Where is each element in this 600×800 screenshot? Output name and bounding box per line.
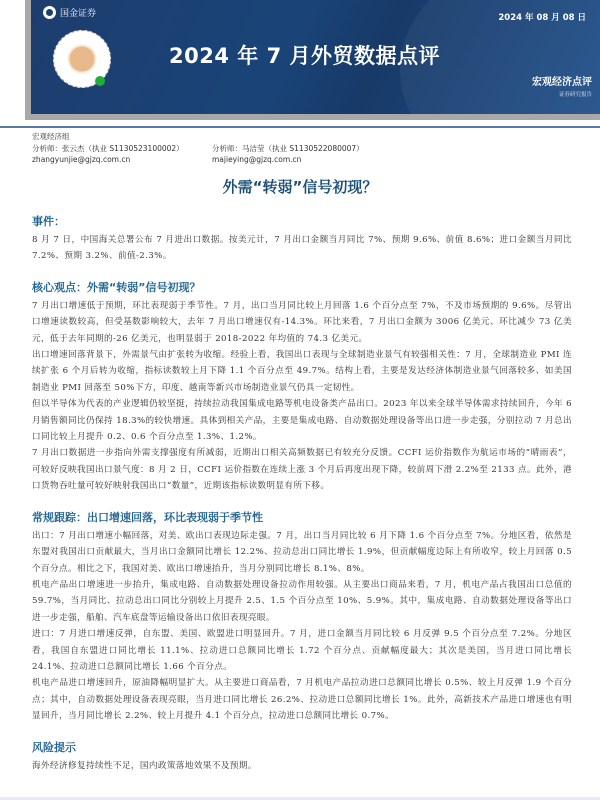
report-subtype: 证券研究报告 <box>558 92 592 98</box>
section-heading-risk: 风险提示 <box>32 740 76 754</box>
section-heading-core-view: 核心观点：外需“转弱”信号初现？ <box>32 280 201 294</box>
analyst-1-email[interactable]: zhangyunjie@gjzq.com.cn <box>32 155 131 164</box>
paragraph: 出口增速回落背景下，外需景气由扩张转为收缩。经验上看，我国出口表现与全球制造业景气有较强相关性：7 月，全球制造业 PMI 连续扩张 6 个月后转为收缩，指标读数较上月下降 1.1 个百分点至 49.7%。结构上看，主要是发达经济体制造业景气回落较多、如美国制造业 PMI 回落至 50%下方，印度、越南等新兴市场制造业景气仍具一定韧性。 <box>32 350 572 393</box>
report-type: 宏观经济点评 <box>532 77 592 88</box>
paragraph: 机电产品进口增速回升，原油降幅明显扩大。从主要进口商品看，7 月机电产品拉动进口总额同比增长 0.5%、较上月反弹 1.9 个百分点；其中，自动数据处理设备表现亮眼，当月进口同比增长 26.2%、拉动进口总额同比增长 1%。此外，高新技术产品进口增速也有明显回升，当月同比增长 2.2%、较上月提升 4.1 个百分点，拉动进口总额同比增长 0.7%。 <box>32 678 572 722</box>
section-heading-event: 事件： <box>32 215 65 228</box>
paragraph: 但以半导体为代表的产业逻辑仍较坚挺，持续拉动我国集成电路等机电设备类产品出口。2023 年以来全球半导体需求持续回升，今年 6 月销售额同比仍保持 18.3%的较快增速。具体到相关产品，主要是集成电路、自动数据处理设备等出口进一步走强，分别拉动 7 月总出口同比较上月提升 0.2、0.6 个百分点至 1.3%、1.2%。 <box>32 399 572 443</box>
paragraph: 8 月 7 日，中国海关总署公布 7 月进出口数据。按美元计，7 月出口金额当月同比 7%、预期 9.6%、前值 8.6%；进口金额当月同比 7.2%、预期 3.2%、前值-2.3%。 <box>32 235 572 262</box>
paragraph: 出口：7 月出口增速小幅回落，对美、欧出口表现边际走强。7 月，出口当月同比较 6 月下降 1.6 个百分点至 7%。分地区看，依然是东盟对我国出口贡献最大，当月出口金额同比增长 12.2%、拉动总出口同比增长 1.9%，但贡献幅度边际上有所收窄，较上月回落 0.5 个百分点。相比之下，我国对美、欧出口增速抬升，当月分别同比增长 8.1%、8%。 <box>32 530 572 574</box>
paragraph: 进口：7 月进口增速反弹，自东盟、美国、欧盟进口明显回升。7 月，进口金额当月同比较 6 月反弹 9.5 个百分点至 7.2%。分地区看，我国自东盟进口同比增长 11.1%、拉动进口总额同比增长 1.72 个百分点、贡献幅度最大；其次是美国，当月进口同比增长 24.1%、拉动进口总额同比增长 1.66 个百分点。 <box>32 629 572 672</box>
analyst-info <box>32 131 364 166</box>
report-date: 2024 年 08 月 08 日 <box>498 13 586 23</box>
report-banner <box>31 0 600 114</box>
logo-text: 国金证券 <box>60 9 97 19</box>
paragraph: 机电产品出口增速进一步抬升，集成电路、自动数据处理设备拉动作用较强。从主要出口商品来看，7 月，机电产品占我国出口总值的 59.7%，当月同比、拉动总出口同比分别较上月提升 2.5、1.5 个百分点至 10%、5.9%。其中，集成电路、自动数据处理设备等出口进一步走强，船舶、汽车底盘等运输设备出口依旧表现亮眼。 <box>32 579 572 623</box>
report-body <box>32 213 572 774</box>
logo-icon <box>43 6 56 19</box>
wechat-miniprogram-icon <box>95 76 105 86</box>
paragraph: 7 月出口增速低于预期，环比表现弱于季节性。7 月，出口当月同比较上月回落 1.6 个百分点至 7%，不及市场预期的 9.6%。尽管出口增速读数较高，但受基数影响较大，去年 7 月出口增速仅有-14.3%。环比来看，7 月出口金额为 3006 亿美元、环比减少 73 亿美元，低于去年同期的-26 亿美元，也明显弱于 2018-2022 年均值的 74.3 亿美元。 <box>32 300 572 344</box>
section-heading-tracking: 常规跟踪：出口增速回落，环比表现弱于季节性 <box>32 510 263 524</box>
research-group: 宏观经济组 <box>32 132 70 141</box>
report-title: 2024 年 7 月外贸数据点评 <box>169 44 440 68</box>
analyst-1: 分析师：张云杰（执业 S1130523100002） <box>32 143 184 153</box>
paragraph: 7 月出口数据进一步指向外需支撑强度有所减弱，近期出口相关高频数据已有较充分反馈。CCFI 运价指数作为航运市场的“晴雨表”，可较好反映我国出口景气度：8 月 2 日，CCFI 运价指数在连续上涨 3 个月后再度出现下降，较前周下滑 2.2%至 2133 点。此外，港口货物吞吐量可较好映射我国出口“数量”，近期该指标读数明显有所下移。 <box>32 448 572 492</box>
analyst-2: 分析师：马洁莹（执业 S1130522080007） <box>212 143 364 153</box>
paragraph: 海外经济修复持续性不足，国内政策落地效果不及预期。 <box>32 760 257 771</box>
main-headline: 外需“转弱”信号初现？ <box>222 178 378 196</box>
analyst-2-email[interactable]: majieying@gjzq.com.cn <box>212 155 302 164</box>
divider <box>0 126 600 128</box>
company-logo <box>43 6 96 19</box>
